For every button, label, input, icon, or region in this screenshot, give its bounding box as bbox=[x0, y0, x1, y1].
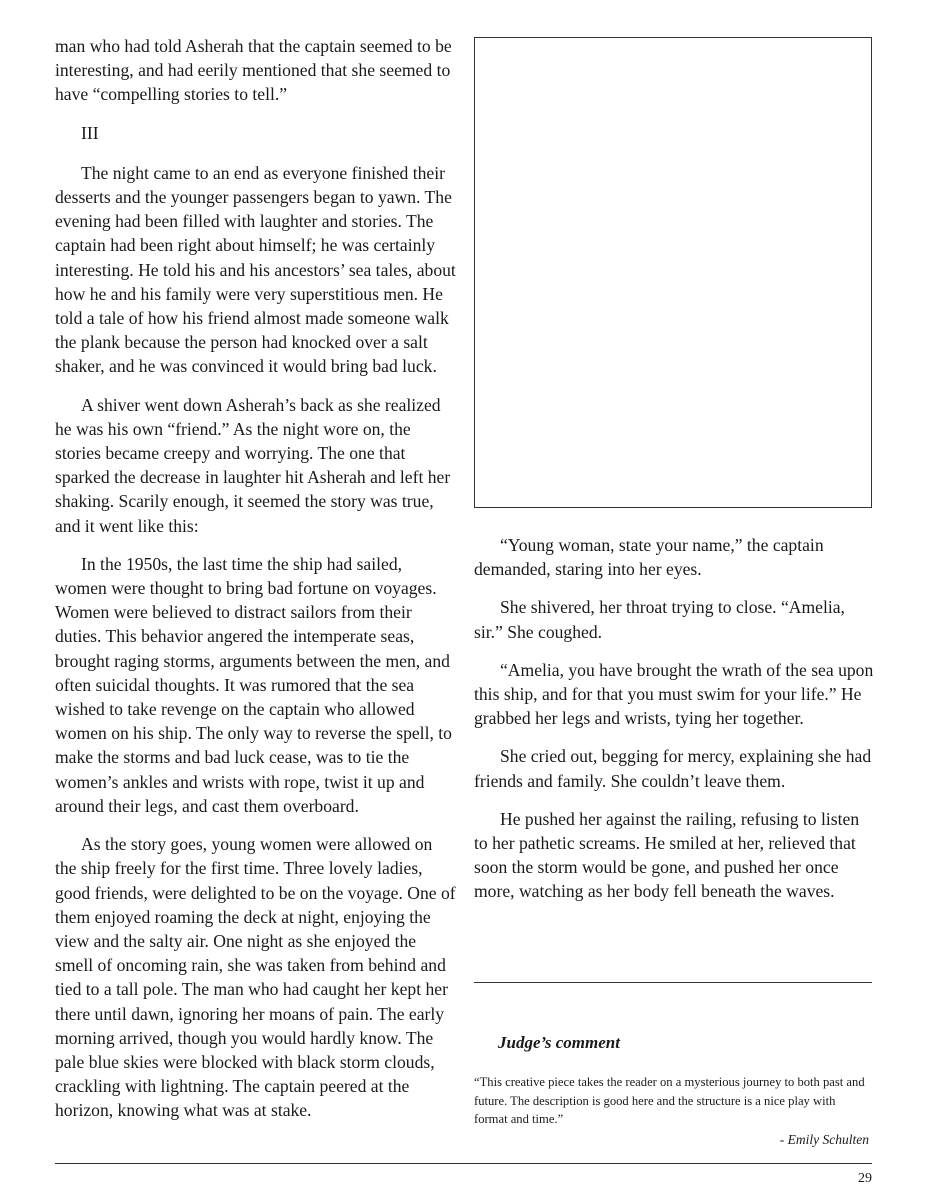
right-column bbox=[474, 533, 874, 918]
section-heading: III bbox=[81, 122, 99, 143]
paragraph: As the story goes, young women were allowed on the ship freely for the first time. Three lovely ladies, good friends, were delighted to be on the voyage. One of them enjoyed roaming the deck at night, enjoying the view and the salty air. One night as she enjoyed the smell of oncoming rain, she was taken from behind and tied to a tall pole. The man who had caught her kept her there until dawn, ignoring her moans of pain. The early morning arrived, though you would hardly know. The pale blue skies were blocked with black storm clouds, crackling with lightning. The captain peered at the horizon, knowing what was at stake. bbox=[55, 834, 456, 1121]
paragraph: He pushed her against the railing, refusing to listen to her pathetic screams. He smiled at her, relieved that soon the storm would be gone, and pushed her once more, watching as her body fell beneath the waves. bbox=[474, 808, 860, 902]
footer-divider bbox=[55, 1163, 872, 1164]
paragraph: In the 1950s, the last time the ship had sailed, women were thought to bring bad fortune on voyages. Women were believed to distract sailors from their duties. This behavior angered the intemperate seas, brought raging storms, arguments between the men, and often suicidal thoughts. It was rumored that the sea wished to take revenge on the captain who allowed women on his ship. The only way to reverse the spell, to make the storms and bad luck cease, was to tie the women’s ankles and wrists with rope, twist it up and around their legs, and cast them overboard. bbox=[55, 553, 452, 816]
paragraph: “Amelia, you have brought the wrath of the sea upon this ship, and for that you must swim for your life.” He grabbed her legs and wrists, tying her together. bbox=[474, 659, 874, 729]
paragraph: She cried out, begging for mercy, explaining she had friends and family. She couldn’t leave them. bbox=[474, 746, 872, 791]
paragraph: She shivered, her throat trying to close. “Amelia, sir.” She coughed. bbox=[474, 597, 845, 642]
divider bbox=[474, 982, 872, 983]
paragraph: man who had told Asherah that the captain seemed to be interesting, and had eerily mentioned that she seemed to have “compelling stories to tell.” bbox=[55, 36, 452, 105]
image-placeholder bbox=[474, 37, 872, 508]
paragraph: “Young woman, state your name,” the captain demanded, staring into her eyes. bbox=[474, 535, 824, 580]
judge-signature: - Emily Schulten bbox=[779, 1132, 869, 1147]
paragraph: A shiver went down Asherah’s back as she realized he was his own “friend.” As the night wore on, the stories became creepy and worrying. The one that sparked the decrease in laughter hit Asherah and left her shaking. Scarily enough, it seemed the story was true, and it went like this: bbox=[55, 394, 451, 536]
judge-comment-text: “This creative piece takes the reader on a mysterious journey to both past and future. The description is good here and the structure is a nice play with format and time.” bbox=[474, 1075, 865, 1126]
page-number: 29 bbox=[858, 1171, 872, 1186]
left-column bbox=[55, 34, 457, 1137]
judge-comment-heading: Judge’s comment bbox=[498, 1033, 620, 1052]
paragraph: The night came to an end as everyone finished their desserts and the younger passengers began to yawn. The evening had been filled with laughter and stories. The captain had been right about himself; he was certainly interesting. He told his and his ancestors’ sea tales, about how he and his family were very superstitious men. He told a tale of how his friend almost made someone walk the plank because the person had knocked over a salt shaker, and he was convinced it would bring bad luck. bbox=[55, 162, 456, 377]
